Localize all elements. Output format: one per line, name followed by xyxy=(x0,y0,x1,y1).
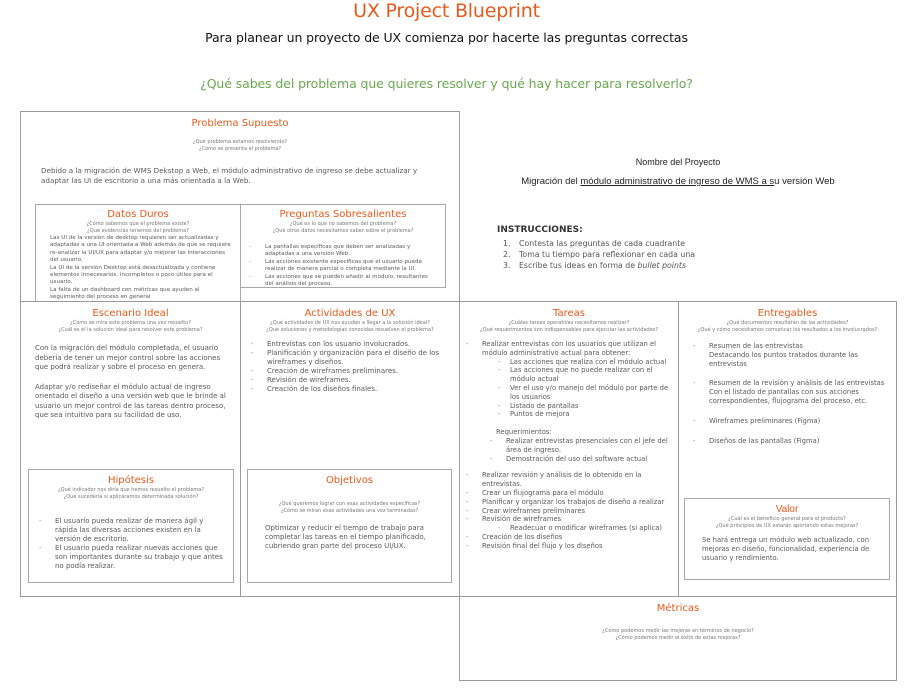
instruction-number: 3. xyxy=(503,261,511,270)
section-question: ¿Qué requerimientos son indispensables para ejecutar las actividades? xyxy=(479,327,659,333)
section-datos-duros xyxy=(35,204,241,302)
section-question: ¿Qué principios de UX estarán aportando estas mejoras? xyxy=(715,523,859,529)
list-item: - Las acciones que realiza con el módulo actual xyxy=(492,358,672,367)
list-item xyxy=(687,379,890,405)
section-title: Hipótesis xyxy=(107,475,155,486)
list-item: - Creación de los diseños finales. xyxy=(245,385,451,394)
list-item: - Ver el uso y/o manejo del módulo por parte de los usuarios xyxy=(492,384,672,402)
page-title: UX Project Blueprint xyxy=(353,0,540,22)
instructions-list xyxy=(497,238,695,271)
section-title: Problema Supuesto xyxy=(191,118,289,129)
section-question: ¿Cómo sabemos que el problema existe? xyxy=(86,221,190,227)
instruction-italic-text: bullet points xyxy=(637,261,687,270)
page-subtitle: Para planear un proyecto de UX comienza por hacerte las preguntas correctas xyxy=(205,30,688,45)
list-item: - Creación de wireframes preliminares. xyxy=(245,367,451,376)
deliverable-title: - Resumen de las entrevistas xyxy=(709,342,803,350)
tareas-list-2 xyxy=(460,471,672,550)
section-title: Datos Duros xyxy=(107,209,169,220)
list-item: - Crear wireframes preliminares xyxy=(460,507,672,516)
list-item: - La pantallas específicas que deben ser analizadas y adaptadas a una versión Web. xyxy=(243,244,435,259)
list-item xyxy=(460,515,672,533)
list-item xyxy=(687,342,890,368)
task-text: Realizar entrevistas con los usuarios que utilizan el módulo administrativo actual para obtener: xyxy=(482,340,657,357)
list-item: - Las acciones que no puede realizar con el módulo actual xyxy=(492,366,672,384)
project-name-suffix: u versión Web xyxy=(774,176,835,187)
actividades-list xyxy=(245,340,451,394)
hipotesis-list xyxy=(33,517,223,571)
list-item: - Puntos de mejora xyxy=(492,410,672,419)
instruction-text: Escribe tus ideas en forma de xyxy=(519,261,638,270)
deliverable-title: - Resumen de la revisión y análisis de las entrevistas xyxy=(709,379,885,388)
deliverable-title: - Wireframes preliminares (Figma) xyxy=(709,416,821,425)
list-item: - Entrevistas con los usuario involucrados. xyxy=(245,340,451,349)
list-item: - Crear un flujograma para el módulo xyxy=(460,489,672,498)
instruction-item xyxy=(497,238,695,249)
project-name xyxy=(460,176,896,187)
instruction-number: 2. xyxy=(503,250,511,259)
section-preguntas-sobresalientes xyxy=(240,204,446,288)
section-metricas xyxy=(459,596,897,681)
tareas-list xyxy=(460,340,672,419)
list-item xyxy=(687,417,890,426)
section-question: ¿Qué es lo que no sabemos del problema? xyxy=(289,221,397,227)
section-objetivos xyxy=(247,469,452,583)
instruction-text: Contesta las preguntas de cada cuadrante xyxy=(519,239,686,248)
section-title: Valor xyxy=(775,504,799,515)
list-item: - Demostración del uso del software actual xyxy=(484,455,672,464)
section-question: ¿Cuál es el la solución ideal para resolver este problema? xyxy=(58,327,203,333)
requirements-list xyxy=(484,437,672,463)
section-body: Con la migración del módulo completada, el usuario debería de tener un mejor control sobre las acciones que podrá realizar y sobre el proceso en genera. xyxy=(35,344,221,371)
list-item: - La UI de la versión Desktop está desactualizada y contiene elementos innecesarios, incompletos o poco útiles para el usuario. xyxy=(35,265,232,287)
section-question: ¿Cuáles tareas operativas necesitamos realizar? xyxy=(508,320,630,326)
project-name-label: Nombre del Proyecto xyxy=(635,157,721,167)
datos-duros-list xyxy=(35,235,232,302)
task-text: Revisión de wireframes xyxy=(482,515,562,524)
task-sublist xyxy=(492,524,672,533)
task-sublist xyxy=(492,358,672,420)
list-item: - Planificar y organizar los trabajos de diseño a realizar xyxy=(460,498,672,507)
instruction-item xyxy=(497,260,695,271)
section-title: Tareas xyxy=(553,308,585,319)
list-item: - Listado de pantallas xyxy=(492,402,672,411)
section-body: Se hará entrega un módulo web actualizado, con mejoras en diseño, funcionalidad, experiencia de usuario y rendimiento. xyxy=(702,536,870,562)
list-item: - Planificación y organización para el diseño de los wireframes y diseños. xyxy=(245,349,451,367)
instructions-title: INSTRUCCIONES: xyxy=(497,225,583,235)
section-question: ¿Cómo se presenta el problema? xyxy=(198,146,282,152)
list-item xyxy=(460,340,672,419)
section-question: ¿Qué queremos lograr con esas actividades específicas? xyxy=(278,501,421,507)
instruction-item xyxy=(497,249,695,260)
section-body: Optimizar y reducir el tiempo de trabajo para completar las tareas en el tiempo planificado, cubriendo gran parte del proceso UI/UX. xyxy=(265,524,426,550)
section-title: Escenario Ideal xyxy=(92,308,169,319)
section-question: ¿Qué soluciones y metodologías conocidas resuelven el problema? xyxy=(266,327,434,333)
list-item: - La falta de un dashboard con métricas que ayuden al seguimiento del proceso en general xyxy=(35,287,232,302)
section-question: ¿Cómo podemos medir las mejoras en términos de negocio? xyxy=(602,628,754,634)
section-question: ¿Cómo se miran esas actividades una vez terminadas? xyxy=(280,508,419,514)
project-name-prefix: Migración del xyxy=(521,176,581,187)
section-question: ¿Qué problema estamos resolviendo? xyxy=(192,139,288,145)
instruction-number: 1. xyxy=(503,239,511,248)
list-item: - Realizar entrevistas presenciales con el jefe del área de ingreso. xyxy=(484,437,672,455)
section-title: Objetivos xyxy=(325,475,374,486)
requirements-label: Requerimientos: xyxy=(496,428,552,437)
section-body: Debido a la migración de WMS Dekstop a Web, el módulo administrativo de ingreso se debe actualizar y adaptar las UI de escritorio a una más orientada a la Web. xyxy=(41,166,418,185)
deliverable-detail: Destacando los puntos tratados durante las entrevistas xyxy=(709,350,858,368)
preguntas-list xyxy=(243,244,435,288)
section-title: Preguntas Sobresalientes xyxy=(279,209,407,220)
list-item: - Revisión de wireframes. xyxy=(245,376,451,385)
guiding-question: ¿Qué sabes del problema que quieres resolver y qué hay hacer para resolverlo? xyxy=(200,76,693,91)
section-question: ¿Qué evidencias tenemos del problema? xyxy=(87,228,189,234)
list-item: - El usuario pueda realizar nuevas acciones que son importantes durante su trabajo y que antes no podía realizar. xyxy=(33,544,223,571)
section-hipotesis xyxy=(28,469,234,583)
list-item: - Readecuar o modificar wireframes (si aplica) xyxy=(492,524,672,533)
list-item: - Las acciones que se pueden añadir al modulo, resultantes del análisis del proceso. xyxy=(243,274,435,289)
section-question: ¿Qué documentos resultarán de las actividades? xyxy=(726,320,849,326)
project-name-underlined: módulo administrativo de ingreso de WMS a s xyxy=(580,176,775,187)
list-item: - Las acciones existente específicas que el usuario puede realizar de manera parcial o completa mediante la UI. xyxy=(243,259,435,274)
section-question: ¿Qué indicador nos diría que hemos resuelto el problema? xyxy=(57,487,205,493)
list-item: - Las UI de la versión de desktop requieren ser actualizadas y adaptadas a una UI orientada a Web además de que se requiere re-analizar la UI/UX para adaptar y/o mejorar las interacciones del usuario. xyxy=(35,235,232,265)
list-item: - Revisión final del flujo y los diseños xyxy=(460,542,672,551)
section-title: Actividades de UX xyxy=(304,308,396,319)
section-body: Adaptar y/o rediseñar el módulo actual de ingreso orientado el diseño a una versión web que le brinde al usuario un mejor control de las tareas dentro proceso, que sea intuitivo para su facilidad de uso. xyxy=(35,382,226,419)
deliverable-title: - Diseños de las pantallas (Figma) xyxy=(709,436,820,445)
section-title: Métricas xyxy=(656,603,700,614)
section-question: ¿Cuál es el beneficio general para el producto? xyxy=(728,516,846,522)
section-tareas xyxy=(459,301,679,597)
section-valor xyxy=(684,498,890,580)
list-item: - Realizar revisión y análisis de lo obtenido en la entrevistas. xyxy=(460,471,672,489)
section-title: Entregables xyxy=(757,308,818,319)
instruction-text: Toma tu tiempo para reflexionar en cada una xyxy=(519,250,696,259)
list-item: - El usuario pueda realizar de manera ágil y rápida las diversas acciones existen en la versión de escritorio. xyxy=(33,517,223,544)
list-item xyxy=(687,437,890,446)
section-question: ¿Cómo podemos medir el éxito de estas mejoras? xyxy=(615,635,741,641)
entregables-list xyxy=(687,342,890,445)
section-question: ¿Cómo se mira este problema una vez resuelto? xyxy=(70,320,191,326)
section-question: ¿Qué otros datos necesitamos saber sobre el problema? xyxy=(272,228,414,234)
deliverable-detail: Con el listado de pantallas con sus acciones correspondientes, flujograma del proceso, etc. xyxy=(709,388,868,405)
section-question: ¿Qué sucedería si aplicáramos determinada solución? xyxy=(63,494,199,500)
section-question: ¿Qué y cómo necesitamos comunicar los resultados a los involucrados? xyxy=(697,327,878,333)
section-question: ¿Qué actividades de UX nos ayudan a llegar a la solución ideal? xyxy=(270,320,430,326)
list-item: - Creación de los diseños xyxy=(460,533,672,542)
